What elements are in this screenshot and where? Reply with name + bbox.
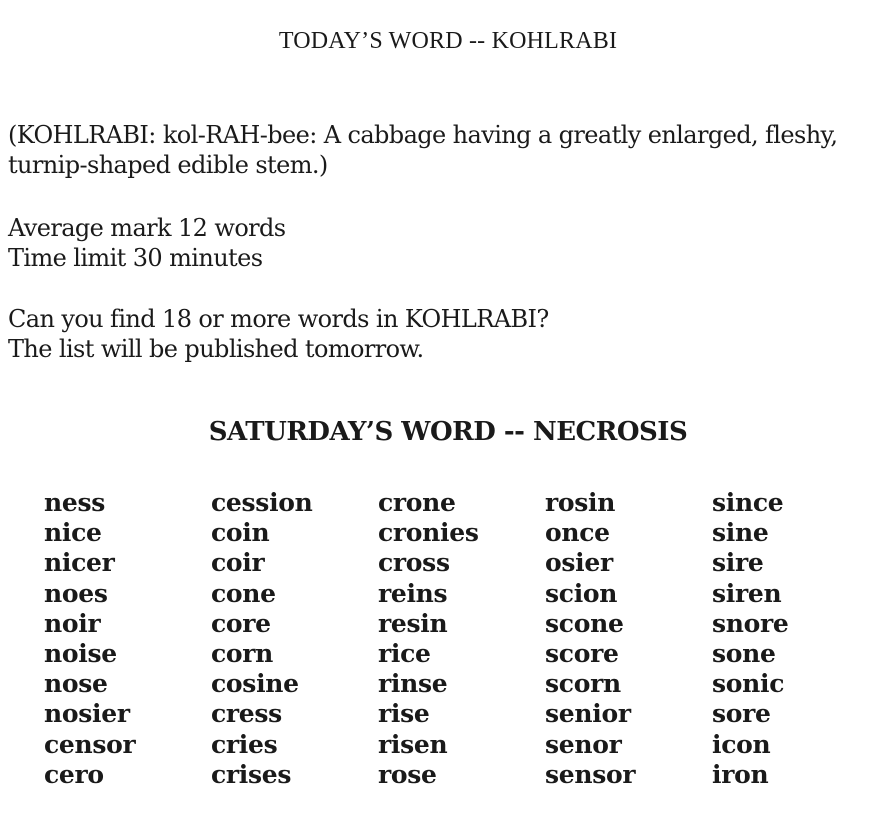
answer-word: score bbox=[545, 638, 619, 668]
definition-line-2: turnip-shaped edible stem.) bbox=[8, 151, 328, 179]
answer-word: nosier bbox=[44, 699, 130, 729]
answer-word: cone bbox=[211, 578, 276, 608]
puzzle-stats bbox=[8, 213, 888, 273]
answer-word: sine bbox=[712, 518, 769, 548]
answer-word: rice bbox=[378, 638, 431, 668]
answer-word: cero bbox=[44, 759, 104, 789]
answer-word: crises bbox=[211, 759, 292, 789]
answer-word: corn bbox=[211, 638, 274, 668]
answer-word: nose bbox=[44, 669, 108, 699]
average-mark: Average mark 12 words bbox=[8, 214, 286, 242]
answer-word: sire bbox=[712, 548, 764, 578]
answer-word: rose bbox=[378, 759, 437, 789]
answer-word: cross bbox=[378, 548, 450, 578]
challenge-line-2: The list will be published tomorrow. bbox=[8, 335, 424, 363]
answer-word: cries bbox=[211, 729, 278, 759]
answer-word: crone bbox=[378, 488, 456, 517]
answer-word: scorn bbox=[545, 669, 621, 699]
answer-word: cress bbox=[211, 699, 282, 729]
answer-word: sonic bbox=[712, 669, 785, 699]
answer-word: cosine bbox=[211, 669, 299, 699]
definition-line-1: (KOHLRABI: kol-RAH-bee: A cabbage having a greatly enlarged, fleshy, bbox=[8, 121, 838, 149]
answer-word: noes bbox=[44, 578, 108, 608]
answer-word: sore bbox=[712, 699, 771, 729]
answer-word: since bbox=[712, 488, 784, 517]
answer-word: noise bbox=[44, 638, 117, 668]
challenge-line-1: Can you find 18 or more words in KOHLRABI? bbox=[8, 305, 549, 333]
todays-word-title: TODAY’S WORD -- KOHLRABI bbox=[278, 28, 618, 54]
answer-word: nicer bbox=[44, 548, 115, 578]
answer-word: once bbox=[545, 518, 610, 548]
answer-word: scion bbox=[545, 578, 618, 608]
answer-word: scone bbox=[545, 608, 624, 638]
answer-word: rise bbox=[378, 699, 430, 729]
answer-word: iron bbox=[712, 759, 769, 789]
answer-word: ness bbox=[44, 488, 106, 517]
answer-word: core bbox=[211, 608, 271, 638]
answer-word: rinse bbox=[378, 669, 448, 699]
answer-word: senor bbox=[545, 729, 622, 759]
answer-word: risen bbox=[378, 729, 448, 759]
answer-word: siren bbox=[712, 578, 782, 608]
answer-word: cession bbox=[211, 488, 313, 517]
answer-word: coin bbox=[211, 518, 270, 548]
challenge-text bbox=[8, 304, 888, 364]
answer-word: snore bbox=[712, 608, 789, 638]
answer-word-grid bbox=[44, 488, 862, 790]
answer-word: censor bbox=[44, 729, 136, 759]
answer-word: resin bbox=[378, 608, 448, 638]
answer-word: rosin bbox=[545, 488, 616, 517]
answer-word: osier bbox=[545, 548, 613, 578]
answer-word: sone bbox=[712, 638, 776, 668]
answer-word: senior bbox=[545, 699, 631, 729]
answer-word: noir bbox=[44, 608, 101, 638]
answer-word: nice bbox=[44, 518, 102, 548]
answer-word: reins bbox=[378, 578, 448, 608]
answer-word: cronies bbox=[378, 518, 479, 548]
time-limit: Time limit 30 minutes bbox=[8, 244, 263, 272]
word-definition bbox=[8, 120, 888, 180]
saturdays-word-title: SATURDAY’S WORD -- NECROSIS bbox=[208, 417, 688, 447]
answer-word: icon bbox=[712, 729, 771, 759]
answer-word: coir bbox=[211, 548, 265, 578]
answer-word: sensor bbox=[545, 759, 636, 789]
